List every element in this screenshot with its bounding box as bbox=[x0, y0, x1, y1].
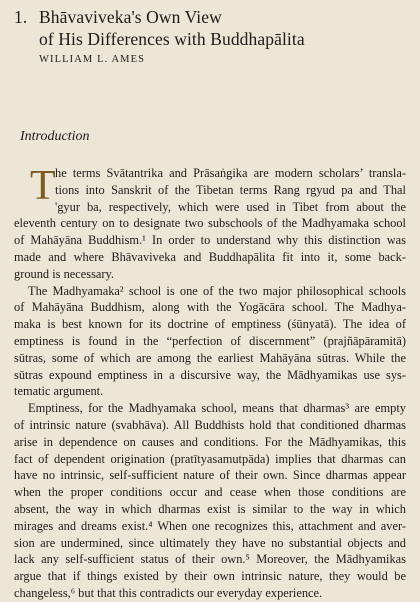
text-line: mirages and dreams exist.⁴ When one recognizes this, attachment and aver- bbox=[14, 518, 406, 533]
text-line: argue that if things existed by their own intrinsic nature, they would be bbox=[14, 569, 406, 584]
text-line: changeless,⁶ but that this contradicts our everyday experience. bbox=[14, 585, 323, 600]
paragraph-container bbox=[14, 165, 406, 602]
text-line: tions into Sanskrit of the Tibetan terms Rang rgyud pa and Thal bbox=[55, 182, 406, 197]
chapter-title-line-2: of His Differences with Buddhapālita bbox=[39, 29, 305, 49]
text-line: sūtras expound emptiness in a discursive way, the Mādhyamikas use sys- bbox=[14, 367, 406, 382]
text-line: eleventh century on to designate two subschools of the Madhyamaka school bbox=[14, 216, 406, 231]
text-line: Emptiness, for the Madhyamaka school, means that dharmas³ are empty bbox=[28, 401, 406, 416]
text-line: lack any self-sufficient status of their own.⁵ Moreover, the Mādhyamikas bbox=[14, 552, 406, 567]
text-line: he terms Svātantrika and Prāsaṅgika are modern scholars’ transla- bbox=[55, 166, 406, 180]
text-line: absent, the way in which dharmas exist is similar to the way in which bbox=[14, 501, 406, 516]
text-line: ground is necessary. bbox=[14, 266, 115, 281]
drop-cap: T bbox=[30, 163, 56, 209]
text-line: of Mahāyāna Buddhism, along with the Yogācāra school. The Madhya- bbox=[14, 300, 406, 315]
text-line: arise in dependence on causes and conditions. For the Mādhyamikas, this bbox=[14, 434, 406, 449]
text-line: when the proper conditions occur and cease when those conditions are bbox=[14, 485, 406, 500]
chapter-number: 1. bbox=[14, 7, 28, 27]
text-line: fact of dependent origination (pratītyasamutpāda) implies that dharmas can bbox=[14, 451, 406, 466]
body-text bbox=[14, 165, 406, 602]
text-line: sūtras, some of which are among the earliest Mahāyāna sūtras. While the bbox=[14, 350, 406, 365]
text-line: emptiness is found in the “perfection of discernment” (prajñāpāramitā) bbox=[14, 333, 406, 348]
chapter-title-line-1: Bhāvaviveka's Own View bbox=[39, 7, 222, 27]
text-line: of intrinsic nature (svabhāva). All Buddhists hold that conditioned dharmas bbox=[14, 417, 406, 432]
text-line: maka is best known for its doctrine of emptiness (śūnyatā). The idea of bbox=[14, 317, 406, 332]
text-line: have no intrinsic, self-sufficient nature of their own. Since dharmas appear bbox=[14, 468, 406, 483]
section-title: Introduction bbox=[20, 129, 90, 144]
chapter-author: WILLIAM L. AMES bbox=[39, 54, 146, 65]
text-line: The Madhyamaka² school is one of the two major philosophical schools bbox=[28, 283, 406, 298]
text-line: of Mahāyāna Buddhism.¹ In order to understand why this distinction was bbox=[14, 233, 406, 248]
text-line: sion are undermined, since ultimately they have no substantial objects and bbox=[14, 535, 406, 550]
text-line: made and where Bhāvaviveka and Buddhapālita fit into it, some back- bbox=[14, 249, 406, 264]
text-line: 'gyur ba, respectively, which were used in Tibet from about the bbox=[55, 199, 406, 214]
text-line: tematic argument. bbox=[14, 384, 104, 399]
chapter-heading bbox=[14, 6, 406, 65]
